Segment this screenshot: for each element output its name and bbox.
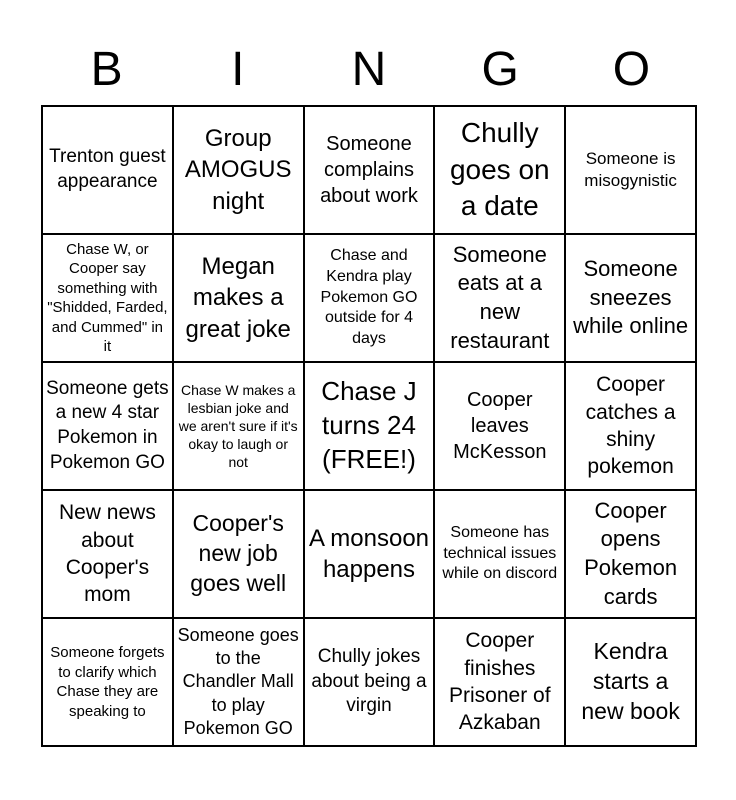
bingo-cell[interactable]: Chase and Kendra play Pokemon GO outside for 4 days (304, 234, 435, 362)
bingo-cell[interactable]: Chully goes on a date (434, 106, 565, 234)
bingo-letter-n: N (351, 43, 387, 96)
bingo-row (42, 106, 696, 234)
bingo-row (42, 618, 696, 746)
bingo-cell[interactable]: Cooper's new job goes well (173, 490, 304, 618)
bingo-cell[interactable]: A monsoon happens (304, 490, 435, 618)
bingo-cell[interactable]: Someone gets a new 4 star Pokemon in Pokemon GO (42, 362, 173, 490)
bingo-cell[interactable]: Chase W makes a lesbian joke and we aren't sure if it's okay to laugh or not (173, 362, 304, 490)
bingo-cell[interactable]: Someone sneezes while online (565, 234, 696, 362)
bingo-letter-i: I (231, 43, 245, 96)
bingo-letter-o: O (612, 43, 651, 96)
bingo-cell[interactable]: Someone is misogynistic (565, 106, 696, 234)
bingo-cell[interactable]: Someone goes to the Chandler Mall to play Pokemon GO (173, 618, 304, 746)
bingo-row (42, 234, 696, 362)
bingo-cell[interactable]: Someone has technical issues while on discord (434, 490, 565, 618)
bingo-card (41, 0, 697, 747)
bingo-cell-free-space[interactable]: Chase J turns 24 (FREE!) (304, 362, 435, 490)
bingo-cell[interactable]: Chase W, or Cooper say something with "Shidded, Farded, and Cummed" in it (42, 234, 173, 362)
bingo-row (42, 362, 696, 490)
bingo-cell[interactable]: Megan makes a great joke (173, 234, 304, 362)
bingo-title (41, 42, 697, 98)
bingo-cell[interactable]: New news about Cooper's mom (42, 490, 173, 618)
bingo-cell[interactable]: Someone complains about work (304, 106, 435, 234)
bingo-cell[interactable]: Cooper opens Pokemon cards (565, 490, 696, 618)
bingo-cell[interactable]: Cooper catches a shiny pokemon (565, 362, 696, 490)
bingo-grid (41, 105, 697, 747)
bingo-cell[interactable]: Kendra starts a new book (565, 618, 696, 746)
bingo-cell[interactable]: Someone eats at a new restaurant (434, 234, 565, 362)
bingo-row (42, 490, 696, 618)
bingo-cell[interactable]: Trenton guest appearance (42, 106, 173, 234)
bingo-cell[interactable]: Chully jokes about being a virgin (304, 618, 435, 746)
bingo-letter-g: G (481, 43, 519, 96)
bingo-cell[interactable]: Someone forgets to clarify which Chase they are speaking to (42, 618, 173, 746)
bingo-cell[interactable]: Cooper finishes Prisoner of Azkaban (434, 618, 565, 746)
bingo-letter-b: B (90, 43, 123, 96)
bingo-cell[interactable]: Group AMOGUS night (173, 106, 304, 234)
bingo-cell[interactable]: Cooper leaves McKesson (434, 362, 565, 490)
